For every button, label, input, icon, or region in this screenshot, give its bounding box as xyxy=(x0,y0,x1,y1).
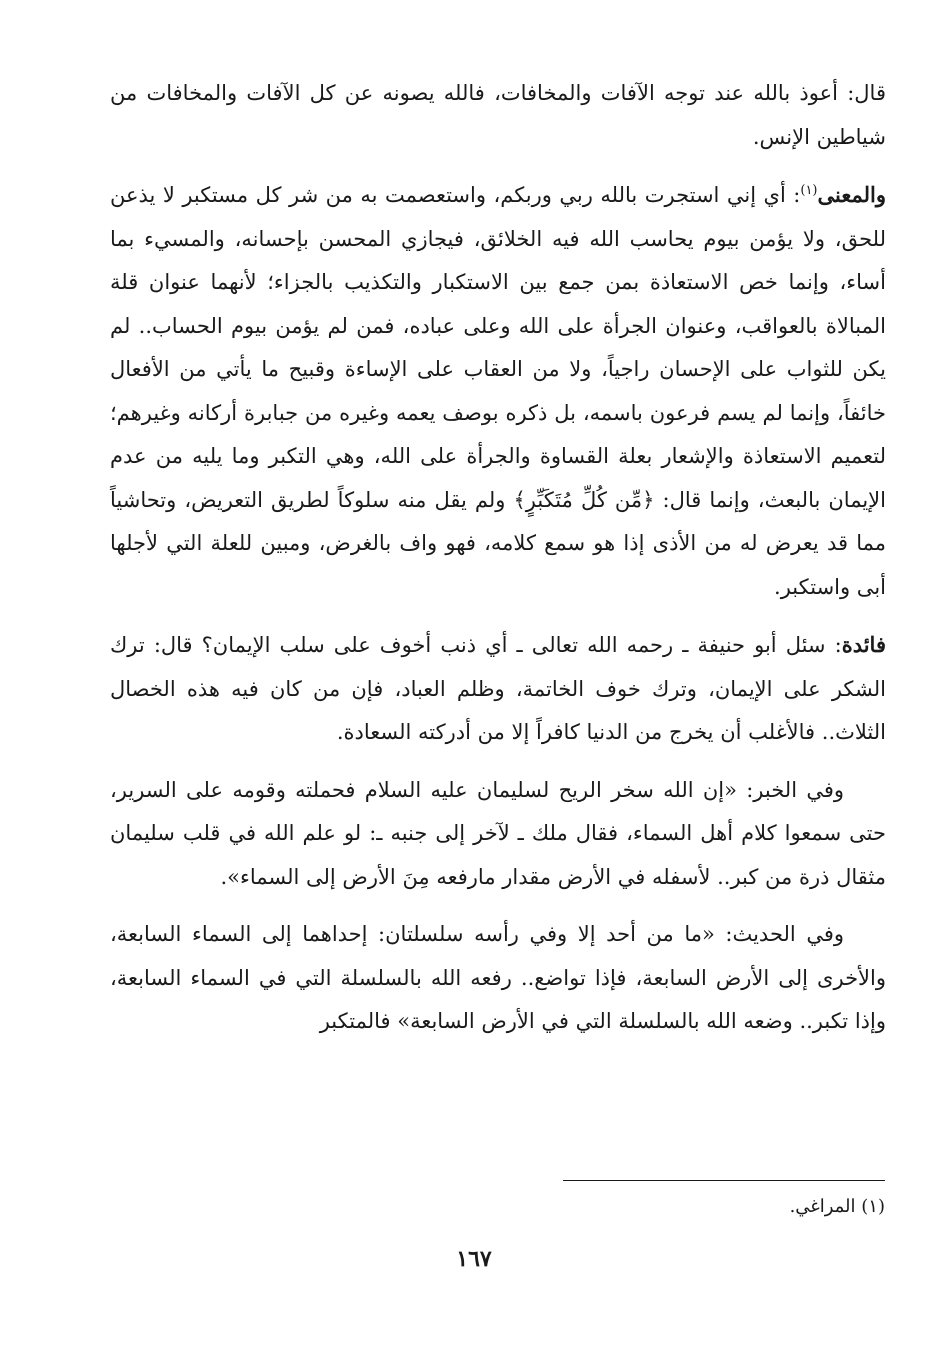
paragraph-2-text: : أي إني استجرت بالله ربي وربكم، واستعصمت به من شر كل مستكبر لا يذعن للحق، ولا يؤمن بيوم يحاسب الله فيه الخلائق، فيجازي المحسن بإحسانه، والمسيء بما أساء، وإنما خص الاستعاذة بمن جمع بين الاستكبار والتكذيب بالجزاء؛ لأنهما عنوان قلة المبالاة بالعواقب، وعنوان الجرأة على الله وعلى عباده، فمن لم يؤمن بيوم الحساب.. لم يكن للثواب على الإحسان راجياً، ولا من العقاب على الإساءة وقبيح ما يأتي من الأفعال خائفاً، وإنما لم يسم فرعون باسمه، بل ذكره بوصف يعمه وغيره من جبابرة أركانه وغيرهم؛ لتعميم الاستعاذة والإشعار بعلة القساوة والجرأة على الله، وهي التكبر وما يليه من عدم الإيمان بالبعث، وإنما قال: ﴿مِّن كُلِّ مُتَكَبِّرٍ﴾ ولم يقل منه سلوكاً لطريق التعريض، وتحاشياً مما قد يعرض له من الأذى إذا هو سمع كلامه، فهو واف بالغرض، ومبين للعلة التي لأجلها أبى واستكبر. xyxy=(110,183,886,599)
paragraph-3-lead: فائدة xyxy=(841,632,886,657)
paragraph-1-text: قال: أعوذ بالله عند توجه الآفات والمخافات، فالله يصونه عن كل الآفات والمخافات من شياطين الإنس. xyxy=(110,81,886,149)
footnote-divider xyxy=(563,1180,885,1181)
paragraph-4 xyxy=(110,769,886,900)
footnote-text: المراغي. xyxy=(789,1196,856,1217)
paragraph-2-lead: والمعنى xyxy=(817,182,886,207)
footnote-marker: (١) xyxy=(861,1196,885,1217)
paragraph-3-text: : سئل أبو حنيفة ـ رحمه الله تعالى ـ أي ذنب أخوف على سلب الإيمان؟ قال: ترك الشكر على الإيمان، وترك خوف الخاتمة، وظلم العباد، فإن من كان فيه هذه الخصال الثلاث.. فالأغلب أن يخرج من الدنيا كافراً إلا من أدركته السعادة. xyxy=(110,633,886,744)
page-number: ١٦٧ xyxy=(456,1246,492,1272)
paragraph-2 xyxy=(110,173,886,609)
footnote-reference: (١) xyxy=(800,183,818,198)
paragraph-1 xyxy=(110,72,886,159)
paragraph-3 xyxy=(110,623,886,755)
paragraph-5-text: وفي الحديث: «ما من أحد إلا وفي رأسه سلسلتان: إحداهما إلى السماء السابعة، والأخرى إلى الأرض السابعة، فإذا تواضع.. رفعه الله بالسلسلة التي في السماء السابعة، وإذا تكبر.. وضعه الله بالسلسلة التي في الأرض السابعة» فالمتكبر xyxy=(110,922,886,1033)
paragraph-4-text: وفي الخبر: «إن الله سخر الريح لسليمان عليه السلام فحملته وقومه على السرير، حتى سمعوا كلام أهل السماء، فقال ملك ـ لآخر إلى جنبه ـ: لو علم الله في قلب سليمان مثقال ذرة من كبر.. لأسفله في الأرض مقدار مارفعه مِنَ الأرض إلى السماء». xyxy=(110,777,886,889)
footnote xyxy=(563,1192,885,1222)
page-body xyxy=(110,72,886,1058)
paragraph-5 xyxy=(110,913,886,1044)
